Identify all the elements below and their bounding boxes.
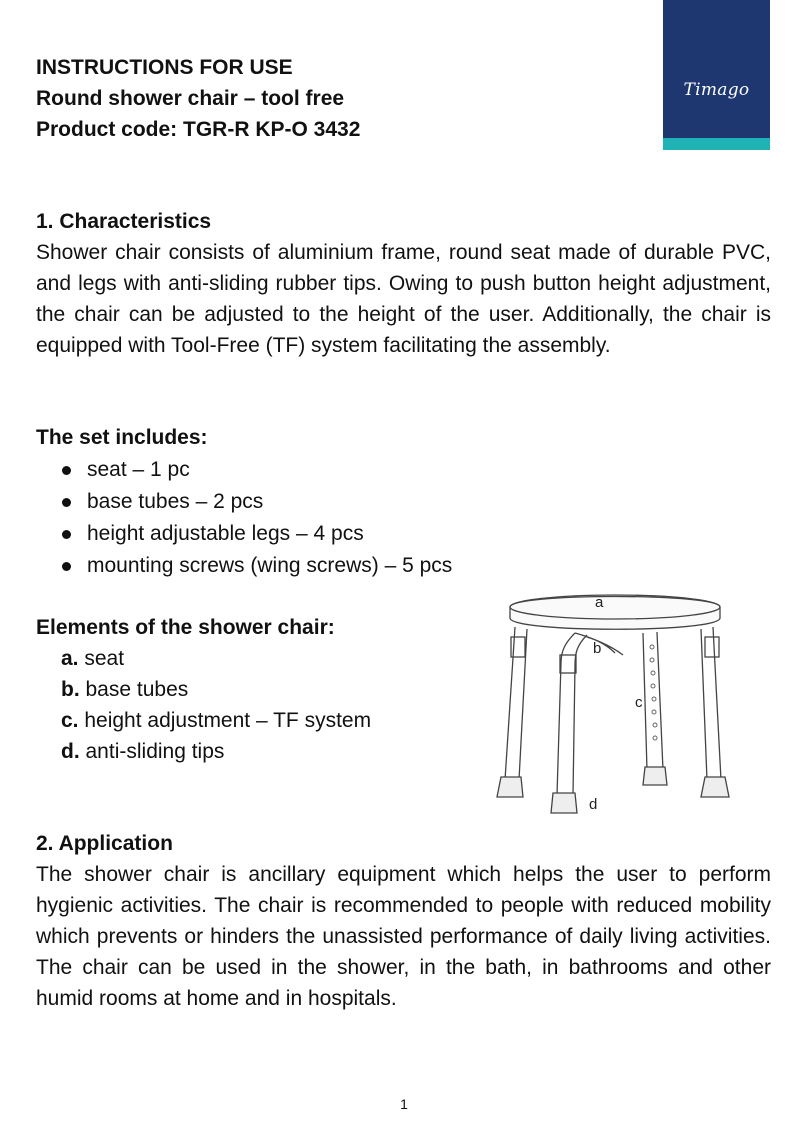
section-application-body: The shower chair is ancillary equipment which helps the user to perform hygienic activities. The chair is recommended to people with reduced mobility which prevents or hinders the unassisted performance of daily living activities. The chair can be used in the shower, in the bath, in bathrooms and other humid rooms at home and in hospitals. <box>36 863 771 1010</box>
figure-label-c: c <box>635 694 643 711</box>
list-item: a. seat <box>61 647 125 670</box>
section-characteristics-body: Shower chair consists of aluminium frame, round seat made of durable PVC, and legs with anti-sliding rubber tips. Owing to push button height adjustment, the chair can be adjusted to the height of the user. Additionally, the chair is equipped with Tool-Free (TF) system facilitating the assembly. <box>36 241 771 357</box>
elements-list <box>36 643 371 767</box>
chair-joint <box>560 655 576 673</box>
shower-chair-diagram <box>485 585 745 825</box>
page-number: 1 <box>400 1096 408 1112</box>
adjustment-hole <box>651 671 655 675</box>
adjustment-hole <box>653 723 657 727</box>
header-title: INSTRUCTIONS FOR USE <box>36 56 293 79</box>
chair-leg-left <box>505 627 527 780</box>
chair-joint <box>705 637 719 657</box>
chair-seat <box>510 597 720 630</box>
figure-label-b: b <box>593 640 602 657</box>
adjustment-hole <box>652 710 656 714</box>
section-characteristics-title: 1. Characteristics <box>36 210 212 233</box>
chair-leg-right <box>701 627 721 780</box>
chair-leg-front-left <box>557 633 587 795</box>
header-product-code: Product code: TGR-R KP-O 3432 <box>36 118 361 141</box>
figure-label-d: d <box>589 796 598 813</box>
list-item: d. anti-sliding tips <box>61 740 225 763</box>
header-product-name: Round shower chair – tool free <box>36 87 345 110</box>
set-includes-title: The set includes: <box>36 426 208 449</box>
bullet-icon <box>62 530 71 539</box>
adjustment-hole <box>650 645 654 649</box>
brand-logo-text: Timago <box>683 80 750 100</box>
list-item: height adjustable legs – 4 pcs <box>36 518 452 550</box>
chair-tip <box>701 777 729 797</box>
brand-logo-stripe <box>663 138 770 150</box>
adjustment-hole <box>653 736 657 740</box>
figure-label-a: a <box>595 594 604 611</box>
section-application-title: 2. Application <box>36 832 173 855</box>
elements-title: Elements of the shower chair: <box>36 616 335 639</box>
chair-tip <box>497 777 523 797</box>
list-item: base tubes – 2 pcs <box>36 486 452 518</box>
list-item: c. height adjustment – TF system <box>61 709 372 732</box>
bullet-icon <box>62 562 71 571</box>
list-item: mounting screws (wing screws) – 5 pcs <box>36 550 452 582</box>
bullet-icon <box>62 466 71 475</box>
document-header <box>36 52 636 145</box>
brand-logo <box>663 0 770 150</box>
adjustment-hole <box>651 684 655 688</box>
set-includes-list <box>36 454 452 582</box>
adjustment-hole <box>652 697 656 701</box>
list-item: seat – 1 pc <box>36 454 452 486</box>
adjustment-hole <box>650 658 654 662</box>
chair-tip <box>551 793 577 813</box>
bullet-icon <box>62 498 71 507</box>
list-item: b. base tubes <box>61 678 189 701</box>
chair-tip <box>643 767 667 785</box>
